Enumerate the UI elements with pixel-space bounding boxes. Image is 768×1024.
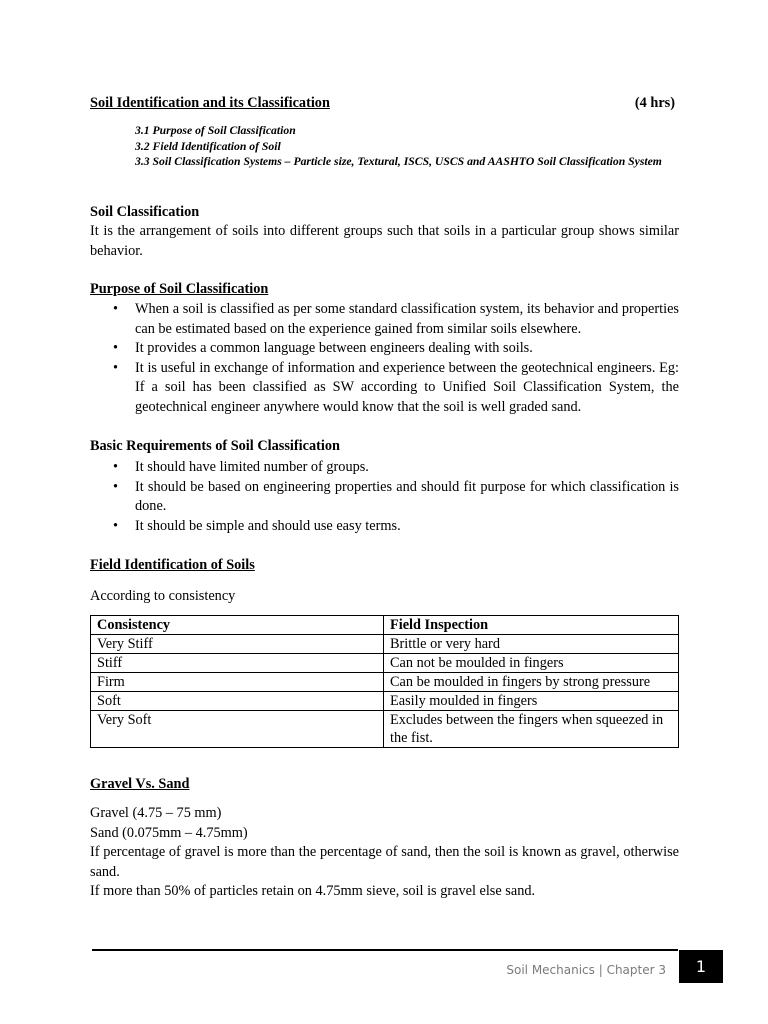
page-number: 1 xyxy=(679,950,723,983)
purpose-heading xyxy=(90,280,679,300)
table-cell: Stiff xyxy=(91,654,384,673)
sand-size-range: Sand (0.075mm – 4.75mm) xyxy=(90,825,248,841)
requirements-list xyxy=(90,458,679,536)
list-item: • It should be simple and should use easy terms. xyxy=(90,517,679,537)
gravel-size-range: Gravel (4.75 – 75 mm) xyxy=(90,805,222,821)
gravel-rule-sieve: If more than 50% of particles retain on 4.75mm sieve, soil is gravel else sand. xyxy=(90,883,536,899)
purpose-list xyxy=(90,300,679,418)
table-of-contents xyxy=(135,123,678,170)
toc-item: 3.2 Field Identification of Soil xyxy=(135,139,281,153)
footer-chapter-label: Soil Mechanics | Chapter 3 xyxy=(506,963,666,977)
table-cell: Brittle or very hard xyxy=(384,635,679,654)
table-row xyxy=(91,692,679,711)
duration-label: (4 hrs) xyxy=(634,95,675,111)
table-header-row xyxy=(91,616,679,635)
gravel-rule-percentage: If percentage of gravel is more than the percentage of sand, then the soil is known as gravel, otherwise sand. xyxy=(90,844,679,880)
list-item: • When a soil is classified as per some standard classification system, its behavior and properties can be estimated based on the experience gained from similar soils elsewhere. xyxy=(90,300,679,339)
gravel-sand-heading-text: Gravel Vs. Sand xyxy=(90,776,190,792)
requirements-heading: Basic Requirements of Soil Classification xyxy=(90,438,340,454)
purpose-heading-text: Purpose of Soil Classification xyxy=(90,281,269,297)
column-header-field-inspection: Field Inspection xyxy=(384,616,679,635)
table-cell: Soft xyxy=(91,692,384,711)
toc-item: 3.1 Purpose of Soil Classification xyxy=(135,124,296,137)
table-row xyxy=(91,673,679,692)
table-cell: Very Soft xyxy=(91,711,384,748)
soil-classification-definition: It is the arrangement of soils into different groups such that soils in a particular group shows similar behavior. xyxy=(90,223,679,259)
field-identification-intro: According to consistency xyxy=(90,588,236,604)
list-item: • It provides a common language between engineers dealing with soils. xyxy=(90,339,679,359)
consistency-table xyxy=(90,615,679,748)
toc-item: 3.3 Soil Classification Systems – Particle size, Textural, ISCS, USCS and AASHTO Soil Classification System xyxy=(135,155,662,169)
table-cell: Can not be moulded in fingers xyxy=(384,654,679,673)
gravel-sand-heading xyxy=(90,775,679,795)
footer-divider xyxy=(92,949,678,951)
table-row xyxy=(91,635,679,654)
table-cell: Very Stiff xyxy=(91,635,384,654)
table-row xyxy=(91,711,679,748)
column-header-consistency: Consistency xyxy=(91,616,384,635)
list-item: • It should have limited number of groups. xyxy=(90,458,679,478)
table-row xyxy=(91,654,679,673)
table-cell: Firm xyxy=(91,673,384,692)
field-identification-heading-text: Field Identification of Soils xyxy=(90,557,255,573)
list-item: • It should be based on engineering properties and should fit purpose for which classification is done. xyxy=(90,478,679,517)
soil-classification-heading: Soil Classification xyxy=(90,204,200,220)
field-identification-heading xyxy=(90,556,679,576)
table-cell: Excludes between the fingers when squeezed in the fist. xyxy=(384,711,679,748)
table-cell: Can be moulded in fingers by strong pressure xyxy=(384,673,679,692)
page-title: Soil Identification and its Classification xyxy=(90,95,330,111)
table-cell: Easily moulded in fingers xyxy=(384,692,679,711)
list-item: • It is useful in exchange of information and experience between the geotechnical engineers. Eg: If a soil has been classified as SW according to Unified Soil Classification System, the geotechnical engineer anywhere would know that the soil is well graded sand. xyxy=(90,359,679,418)
